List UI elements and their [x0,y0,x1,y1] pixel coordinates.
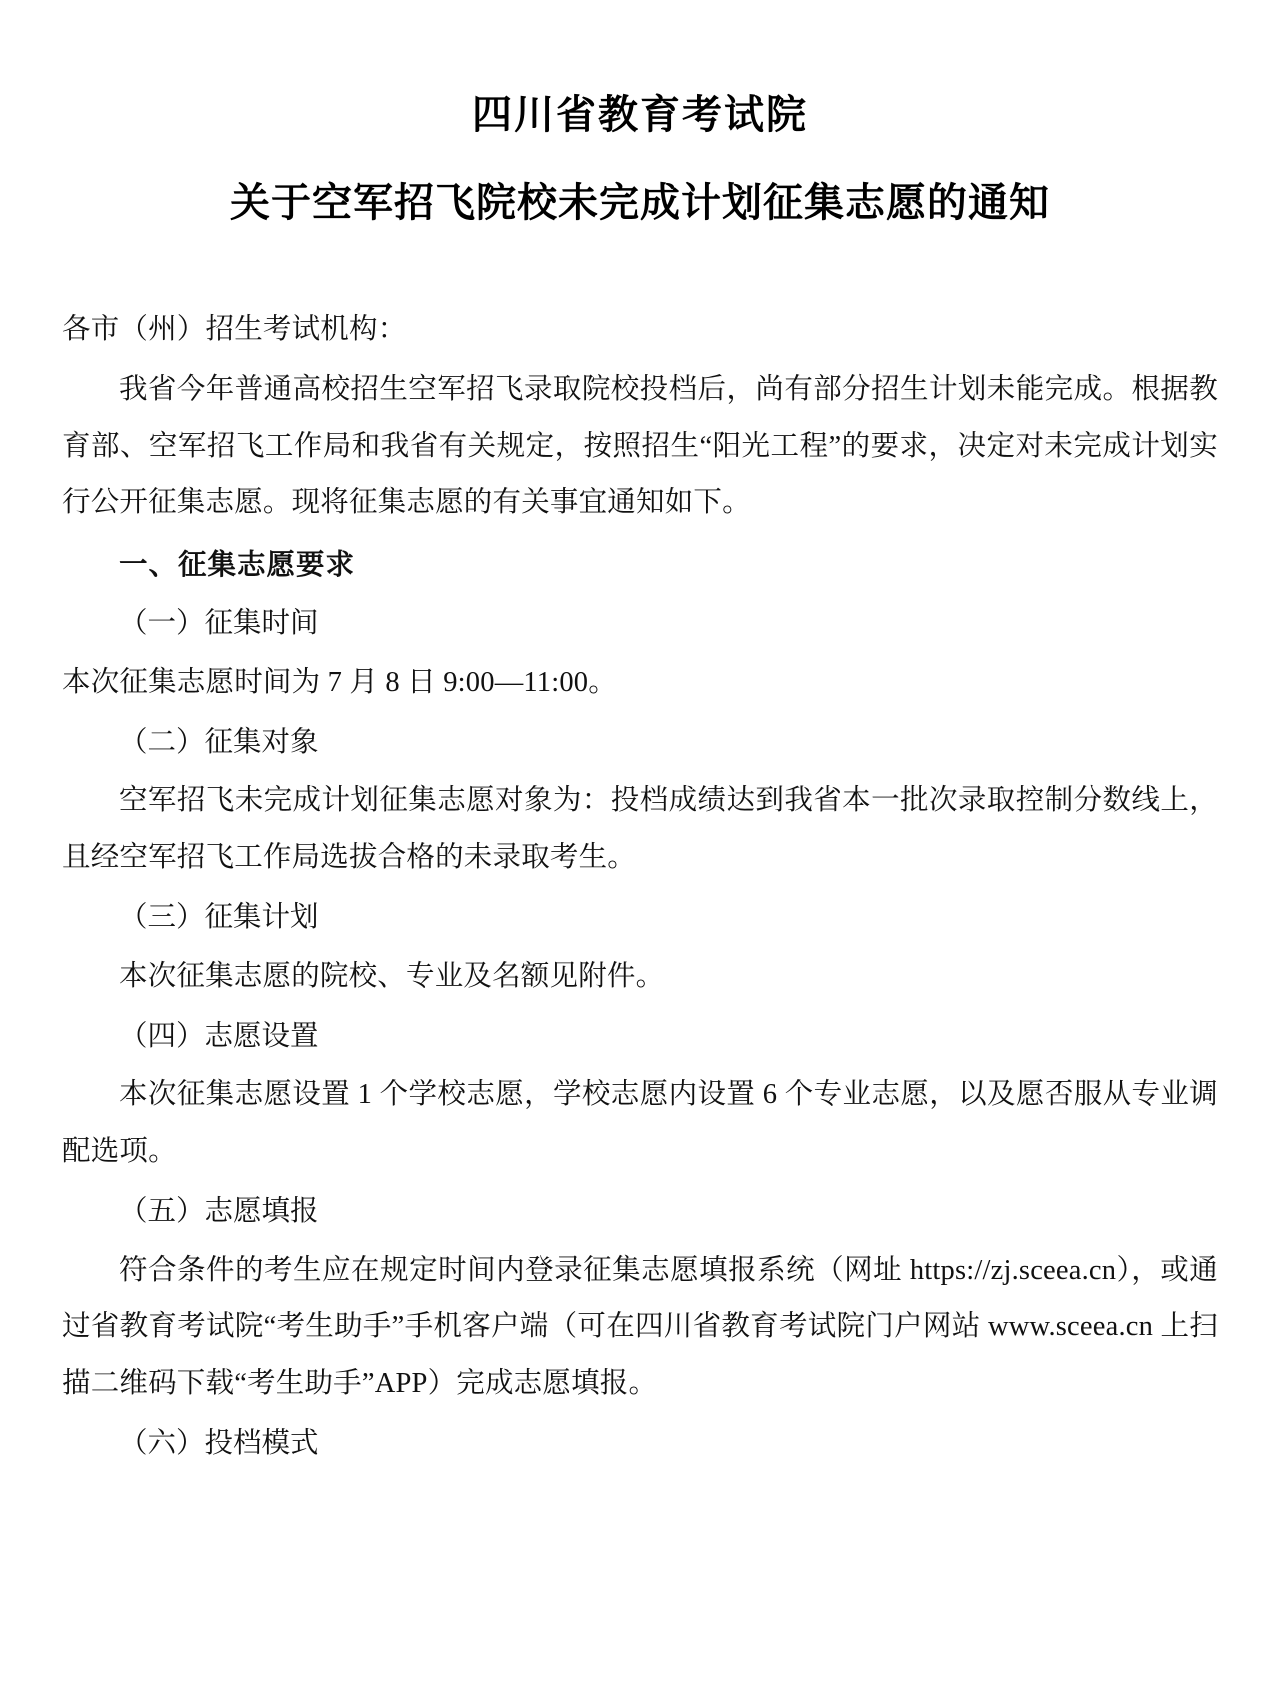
section-heading-1: 一、征集志愿要求 [119,549,356,581]
document-body [62,302,1218,1472]
subsection-body-5: 符合条件的考生应在规定时间内登录征集志愿填报系统（网址 https://zj.sceea.cn），或通过省教育考试院“考生助手”手机客户端（可在四川省教育考试院门户网站 www.sceea.cn 上扫描二维码下载“考生助手”APP）完成志愿填报。 [62,1254,1218,1399]
subsection-body-2: 空军招飞未完成计划征集志愿对象为：投档成绩达到我省本一批次录取控制分数线上，且经空军招飞工作局选拔合格的未录取考生。 [62,785,1218,873]
title-line-1: 四川省教育考试院 [472,92,808,137]
subsection-heading-4: （四）志愿设置 [119,1021,319,1053]
title-line-2: 关于空军招飞院校未完成计划征集志愿的通知 [230,180,1050,225]
subsection-heading-2: （二）征集对象 [119,726,319,758]
subsection-body-1: 本次征集志愿时间为 7 月 8 日 9:00—11:00。 [62,666,617,698]
intro-paragraph: 我省今年普通高校招生空军招飞录取院校投档后，尚有部分招生计划未能完成。根据教育部、空军招飞工作局和我省有关规定，按照招生“阳光工程”的要求，决定对未完成计划实行公开征集志愿。现将征集志愿的有关事宜通知如下。 [62,374,1218,519]
subsection-body-4: 本次征集志愿设置 1 个学校志愿，学校志愿内设置 6 个专业志愿，以及愿否服从专业调配选项。 [62,1079,1218,1167]
salutation: 各市（州）招生考试机构： [62,314,407,345]
subsection-heading-1: （一）征集时间 [119,608,319,640]
page-title [62,84,1218,234]
subsection-heading-5: （五）志愿填报 [119,1196,319,1228]
subsection-body-3: 本次征集志愿的院校、专业及名额见附件。 [119,960,665,992]
subsection-heading-6: （六）投档模式 [119,1428,319,1460]
subsection-heading-3: （三）征集计划 [119,902,319,934]
